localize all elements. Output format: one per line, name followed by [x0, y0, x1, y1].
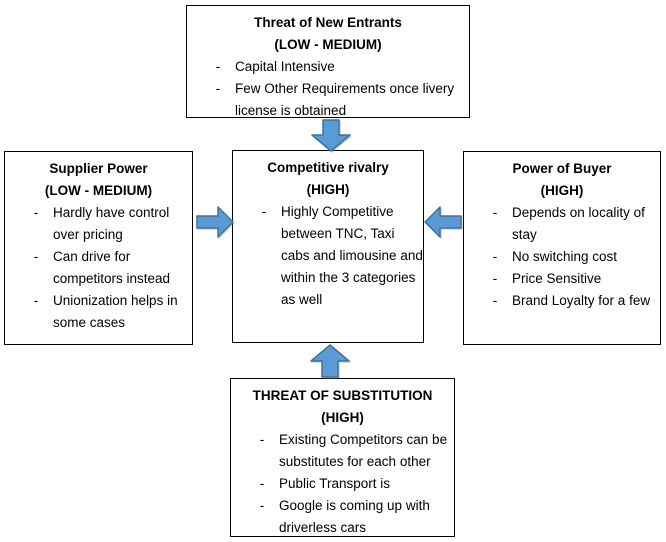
bullet-list [187, 56, 469, 122]
box-rating: (HIGH) [540, 183, 584, 198]
box-threat-of-substitution [230, 378, 455, 537]
arrow-right-shape [197, 207, 233, 237]
box-rating: (HIGH) [321, 410, 364, 425]
bullet-item [5, 246, 192, 290]
box-title: Supplier Power [49, 161, 148, 176]
bullet-item [464, 290, 660, 312]
bullet-dash: - [259, 476, 265, 491]
bullet-text: Price Sensitive [512, 271, 602, 286]
bullet-text: Capital Intensive [235, 59, 335, 74]
bullet-list [464, 202, 660, 312]
bullet-dash: - [259, 498, 265, 513]
bullet-dash: - [261, 204, 267, 219]
bullet-text: Hardly have control over pricing [53, 205, 170, 242]
box-competitive-rivalry [232, 150, 424, 343]
bullet-list [5, 202, 192, 334]
bullet-item [5, 202, 192, 246]
bullet-item [464, 246, 660, 268]
box-title: THREAT OF SUBSTITUTION [252, 388, 433, 403]
box-title: Power of Buyer [512, 161, 612, 176]
box-title: Competitive rivalry [267, 160, 389, 175]
bullet-text: No switching cost [512, 249, 618, 264]
box-rating: (HIGH) [306, 182, 350, 197]
arrow-down-shape [312, 120, 350, 151]
bullet-text: Public Transport is [279, 476, 391, 491]
box-supplier-power [4, 151, 193, 345]
bullet-dash: - [215, 59, 221, 74]
bullet-text: Highly Competitive between TNC, Taxi cabs and limousine and within the 3 categories as well [281, 204, 423, 307]
bullet-list [233, 201, 423, 311]
arrow-up-shape [311, 345, 349, 377]
bullet-item [231, 429, 454, 473]
arrow-left-shape [425, 207, 461, 237]
bullet-dash: - [492, 205, 498, 220]
box-threat-of-new-entrants [186, 5, 470, 118]
arrow-up-icon [308, 344, 352, 378]
arrow-right-icon [196, 205, 234, 239]
bullet-item [464, 268, 660, 290]
bullet-item [187, 78, 469, 122]
bullet-text: Can drive for competitors instead [53, 249, 171, 286]
bullet-text: Depends on locality of stay [512, 205, 645, 242]
bullet-dash: - [215, 81, 221, 96]
bullet-dash: - [33, 249, 39, 264]
bullet-dash: - [259, 432, 265, 447]
bullet-dash: - [33, 205, 39, 220]
bullet-item [233, 201, 423, 311]
bullet-dash: - [492, 293, 498, 308]
bullet-item [5, 290, 192, 334]
box-power-of-buyer [463, 151, 661, 345]
arrow-left-icon [424, 205, 462, 239]
bullet-item [231, 473, 454, 495]
bullet-item [464, 202, 660, 246]
box-title: Threat of New Entrants [254, 15, 402, 30]
bullet-text: Unionization helps in some cases [53, 293, 178, 330]
bullet-text: Brand Loyalty for a few [512, 293, 651, 308]
bullet-text: Few Other Requirements once livery license is obtained [235, 81, 455, 118]
box-rating: (LOW - MEDIUM) [44, 183, 153, 198]
arrow-down-icon [309, 119, 353, 152]
bullet-list [231, 429, 454, 539]
bullet-item [187, 56, 469, 78]
bullet-dash: - [33, 293, 39, 308]
bullet-text: Existing Competitors can be substitutes for each other [279, 432, 448, 469]
box-rating: (LOW - MEDIUM) [274, 37, 382, 52]
bullet-dash: - [492, 249, 498, 264]
bullet-text: Google is coming up with driverless cars [279, 498, 430, 535]
bullet-dash: - [492, 271, 498, 286]
bullet-item [231, 495, 454, 539]
